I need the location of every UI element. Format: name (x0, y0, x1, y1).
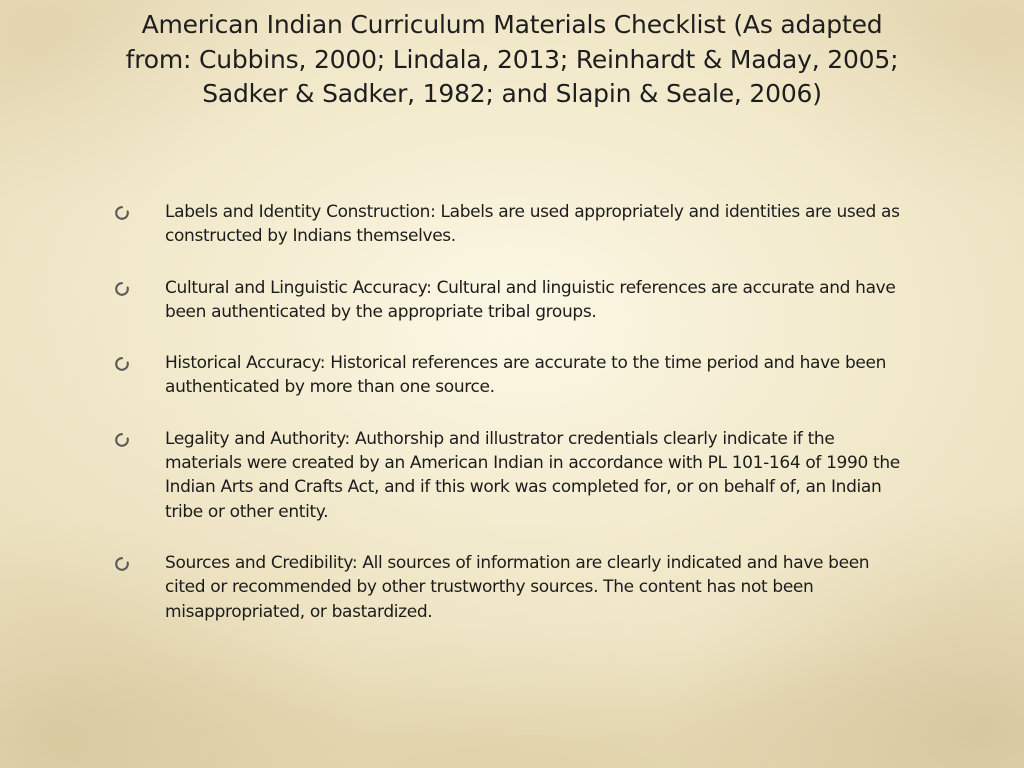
list-item (112, 427, 912, 524)
open-circle-icon (114, 356, 130, 372)
list-item (112, 200, 912, 249)
open-circle-icon (114, 205, 130, 221)
bullet-text: Legality and Authority: Authorship and illustrator credentials clearly indicate if the materials were created by an American Indian in accordance with PL 101-164 of 1990 the Indian Arts and Crafts Act, and if this work was completed for, or on behalf of, an Indian tribe or other entity. (165, 428, 900, 522)
list-item (112, 351, 912, 400)
bullet-list (112, 200, 912, 651)
list-item (112, 276, 912, 325)
list-item (112, 551, 912, 624)
open-circle-icon (114, 281, 130, 297)
open-circle-icon (114, 432, 130, 448)
slide-title: American Indian Curriculum Materials Checklist (As adapted from: Cubbins, 2000; Lindala, 2013; Reinhardt & Maday, 2005; Sadker & Sadker, 1982; and Slapin & Seale, 2006) (125, 10, 899, 108)
bullet-text: Cultural and Linguistic Accuracy: Cultural and linguistic references are accurate and have been authenticated by the appropriate tribal groups. (165, 277, 896, 322)
open-circle-icon (114, 556, 130, 572)
bullet-text: Labels and Identity Construction: Labels are used appropriately and identities are used as constructed by Indians themselves. (165, 202, 900, 247)
bullet-text: Historical Accuracy: Historical references are accurate to the time period and have been authenticated by more than one source. (165, 353, 887, 398)
bullet-text: Sources and Credibility: All sources of information are clearly indicated and have been cited or recommended by other trustworthy sources. The content has not been misappropriated, or bastardized. (165, 552, 870, 622)
